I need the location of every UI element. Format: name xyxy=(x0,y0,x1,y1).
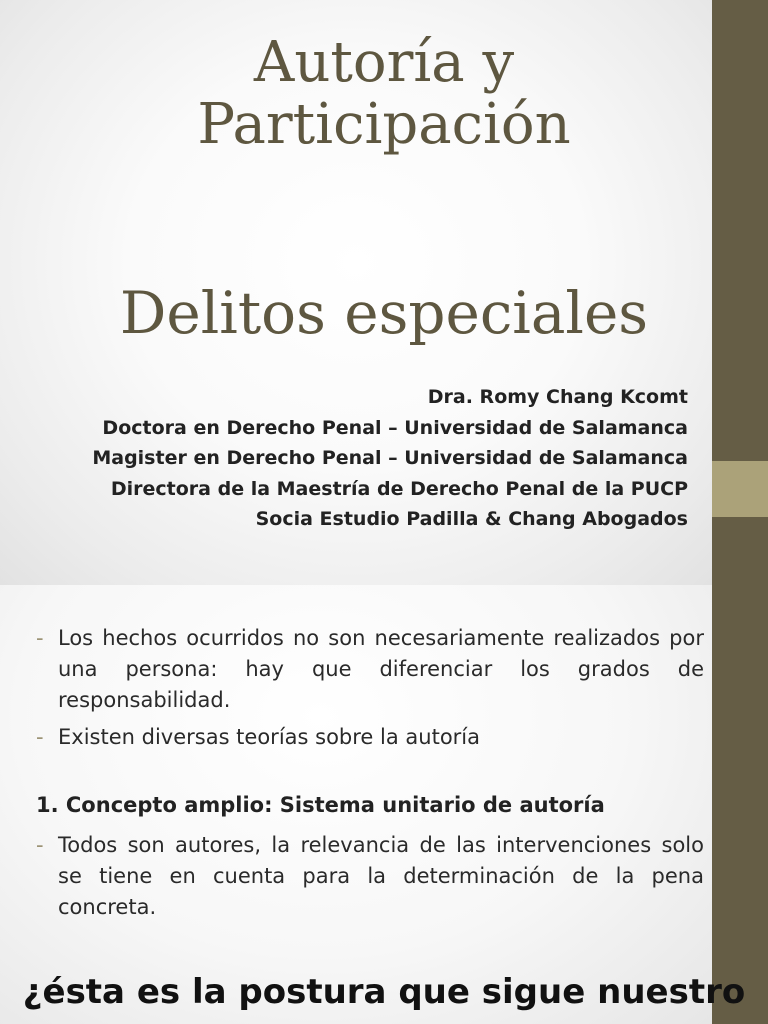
title-text: Autoría y Participación xyxy=(197,30,571,157)
credit-line: Doctora en Derecho Penal – Universidad de Salamanca xyxy=(102,416,688,439)
bullet-marker: - xyxy=(36,626,44,650)
credit-line: Magister en Derecho Penal – Universidad de Salamanca xyxy=(92,447,688,469)
bullet-marker: - xyxy=(36,833,44,857)
credit-line: Socia Estudio Padilla & Chang Abogados xyxy=(255,508,688,530)
section-heading: 1. Concepto amplio: Sistema unitario de autoría xyxy=(36,793,605,817)
bullet-list xyxy=(36,623,704,759)
list-item xyxy=(36,722,704,753)
question-heading: ¿ésta es la postura que sigue nuestro xyxy=(22,972,746,1012)
list-item xyxy=(36,830,704,923)
bullet-marker: - xyxy=(36,725,44,749)
slide-title-heading xyxy=(0,32,768,156)
author-credits xyxy=(92,382,688,535)
list-item xyxy=(36,623,704,716)
credit-line: Dra. Romy Chang Kcomt xyxy=(427,386,688,408)
sidebar-accent-block xyxy=(712,461,768,517)
bullet-text: Los hechos ocurridos no son necesariamente realizados por una persona: hay que diferenciar los grados de responsabilidad. xyxy=(58,626,704,712)
bullet-text: Existen diversas teorías sobre la autoría xyxy=(58,725,480,749)
credit-line: Directora de la Maestría de Derecho Penal de la PUCP xyxy=(110,477,688,500)
bullet-text: Todos son autores, la relevancia de las intervenciones solo se tiene en cuenta para la determinación de la pena concreta. xyxy=(58,833,704,919)
slide-subtitle: Delitos especiales xyxy=(119,279,649,347)
section-bullet-list xyxy=(36,830,704,929)
